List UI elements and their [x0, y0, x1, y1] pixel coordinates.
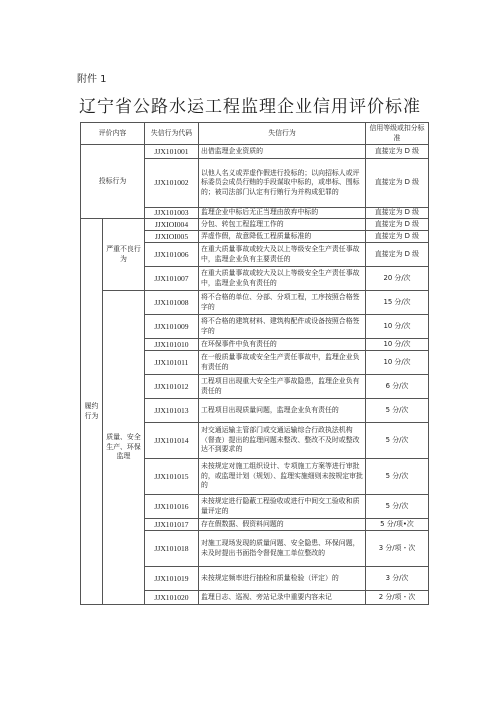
row-behavior: 未按规定频率进行抽检和质量检验（评定）的: [199, 567, 366, 591]
row-code: JJX101013: [145, 399, 199, 423]
row-behavior: 监理企业中标后无正当理由放弃中标的: [199, 208, 366, 219]
row-code: JJX101010: [145, 339, 199, 351]
row-behavior: 将不合格的单位、分部、分项工程，工序按照合格签字的: [199, 291, 366, 315]
row-behavior: 工程项目出现质量问题，监理企业负有责任的: [199, 399, 366, 423]
row-code: JJXIOI005: [145, 231, 199, 243]
table-header-row: [81, 123, 429, 145]
row-behavior: 未按规定进行隐蔽工程验收或进行中间交工验收和质量评定的: [199, 495, 366, 519]
row-code: JJX101014: [145, 423, 199, 459]
row-behavior: 分包、转包工程监理工作的: [199, 219, 366, 231]
table-row: [81, 219, 429, 231]
row-code: JJX101009: [145, 315, 199, 339]
row-behavior: 工程项目出现重大安全生产事故隐患，监理企业负有责任的: [199, 375, 366, 399]
row-code: JJX101011: [145, 351, 199, 375]
row-behavior: 在重大质量事故或较大及以上等级安全生产责任事故中，监理企业负有主要责任的: [199, 243, 366, 267]
row-level: 10 分/次: [366, 351, 429, 375]
document-title: 辽宁省公路水运工程监理企业信用评价标准: [79, 97, 421, 117]
row-code: JJX101002: [145, 159, 199, 208]
header-behavior: 失信行为: [199, 123, 366, 145]
header-evaluation-content: 评价内容: [81, 123, 145, 145]
row-level: 10 分/次: [366, 339, 429, 351]
table-row: [81, 145, 429, 159]
row-behavior: 在一般质量事故或安全生产责任事故中，监理企业负有责任的: [199, 351, 366, 375]
row-code: JJX101015: [145, 459, 199, 495]
row-behavior: 弄虚作假，故意降低工程质量标准的: [199, 231, 366, 243]
row-level: 5 分/次: [366, 459, 429, 495]
row-behavior: 对交通运输主管部门或交通运输综合行政执法机构（督查）提出的监理问题未整改、整改不及时或整改达不到要求的: [199, 423, 366, 459]
row-level: 直接定为 D 级: [366, 208, 429, 219]
header-code: 失信行为代码: [145, 123, 199, 145]
row-level: 5 分/次: [366, 495, 429, 519]
row-level: 6 分/次: [366, 375, 429, 399]
row-code: JJX101003: [145, 208, 199, 219]
row-behavior: 未按规定对施工组织设计、专项施工方案等进行审批的，或监理计划（规划）、监理实施细则未按规定审批的: [199, 459, 366, 495]
header-level: 信用等级或扣分标准: [366, 123, 429, 145]
row-code: JJX101001: [145, 145, 199, 159]
row-behavior: 在环保事件中负有责任的: [199, 339, 366, 351]
row-level: 直接定为 D 级: [366, 219, 429, 231]
row-level: 直接定为 D 级: [366, 243, 429, 267]
row-level: 2 分/项・次: [366, 591, 429, 605]
row-level: 10 分/次: [366, 315, 429, 339]
row-code: JJX101007: [145, 267, 199, 291]
row-level: 5 分/次: [366, 399, 429, 423]
row-code: JJX101020: [145, 591, 199, 605]
category-perform: 履约行为: [81, 219, 103, 605]
row-behavior: 监理日志、巡视、旁站记录中重要内容未记: [199, 591, 366, 605]
row-level: 直接定为 D 级: [366, 159, 429, 208]
row-behavior: 以他人名义或弄虚作假进行投标的；以向招标人或评标委员会成员行贿的手段谋取中标的，或串标、围标的；被司法部门认定有行贿行为并构成犯罪的: [199, 159, 366, 208]
row-code: JJXIOI004: [145, 219, 199, 231]
row-code: JJX101018: [145, 531, 199, 567]
row-code: JJX101019: [145, 567, 199, 591]
row-level: 15 分/次: [366, 291, 429, 315]
row-level: 直接定为 D 级: [366, 145, 429, 159]
table-row: [81, 291, 429, 315]
row-code: JJX101016: [145, 495, 199, 519]
row-behavior: 将不合格的建筑材料、建筑构配件或设备按照合格签字的: [199, 315, 366, 339]
row-level: 20 分/次: [366, 267, 429, 291]
attachment-label: 附件 1: [77, 74, 107, 85]
row-level: 3 分/项・次: [366, 531, 429, 567]
row-behavior: 在重大质量事故或较大及以上等级安全生产责任事故中，监理企业负有责任的: [199, 267, 366, 291]
row-level: 5 分/项•次: [366, 519, 429, 531]
row-level: 3 分/次: [366, 567, 429, 591]
subcategory-serious: 严重不良行为: [103, 219, 145, 291]
credit-evaluation-table: [80, 122, 429, 605]
category-bid: 投标行为: [81, 145, 145, 219]
row-code: JJX101006: [145, 243, 199, 267]
row-code: JJX101017: [145, 519, 199, 531]
row-code: JJX101008: [145, 291, 199, 315]
row-level: 直接定为 D 级: [366, 231, 429, 243]
row-code: JJX101012: [145, 375, 199, 399]
row-behavior: 出借监理企业资质的: [199, 145, 366, 159]
row-behavior: 存在假数据、假资料问题的: [199, 519, 366, 531]
row-level: 5 分/次: [366, 423, 429, 459]
row-behavior: 对施工现场发现的质量问题、安全隐患、环保问题，未及时提出书面指令督促施工单位整改的: [199, 531, 366, 567]
subcategory-quality: 质量、安全生产、环保监理: [103, 291, 145, 605]
